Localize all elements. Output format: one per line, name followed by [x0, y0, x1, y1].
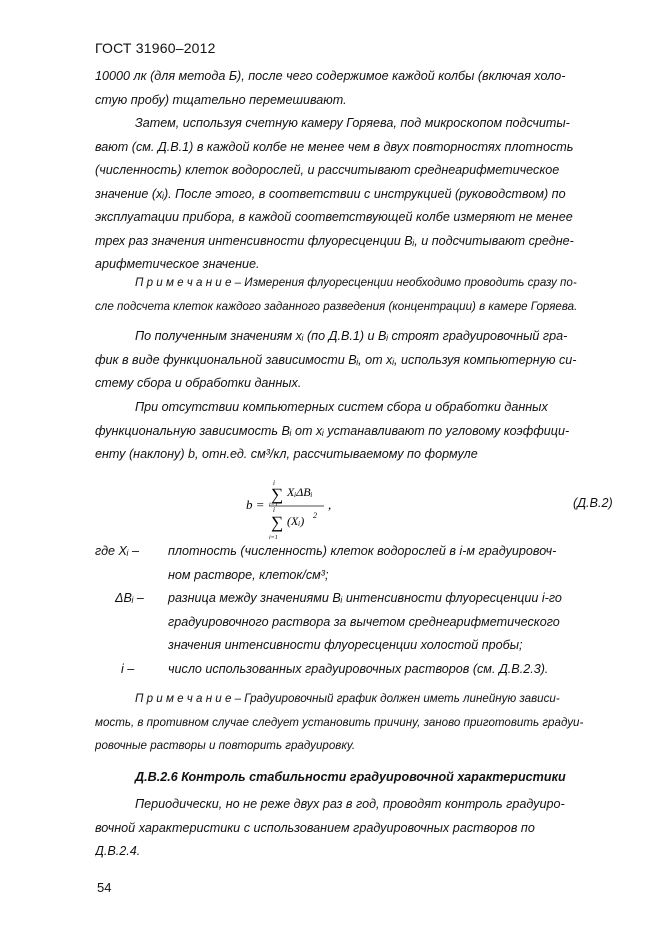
definition-line: значения интенсивности флуоресценции холостой пробы; [168, 638, 523, 652]
standard-header: ГОСТ 31960–2012 [95, 40, 216, 56]
formula-trailing-comma: , [328, 497, 332, 512]
definition-row [95, 611, 615, 635]
definitions-list [95, 540, 615, 681]
text-line: Д.В.2.4. [95, 844, 141, 858]
paragraph-1 [95, 65, 615, 112]
note-line: ровочные растворы и повторить градуировку. [95, 739, 356, 752]
text-line: Затем, используя счетную камеру Горяева, под микроскопом подсчиты- [135, 116, 570, 130]
definition-row [95, 540, 615, 564]
definition-term: где Xᵢ – [95, 544, 140, 558]
note-1 [95, 271, 615, 318]
definition-line: число использованных градуировочных растворов (см. Д.В.2.3). [168, 661, 549, 676]
paragraph-4 [95, 396, 615, 467]
text-line: Периодически, но не реже двух раз в год, проводят контроль градуиро- [135, 797, 565, 811]
definition-term: ΔBᵢ – [115, 591, 144, 605]
section-heading: Д.В.2.6 Контроль стабильности градуировочной характеристики [135, 770, 566, 784]
definition-row [95, 564, 615, 588]
note-line: сле подсчета клеток каждого заданного разведения (концентрации) в камере Горяева. [95, 299, 578, 313]
paragraph-5 [95, 793, 615, 864]
definition-term: i – [121, 661, 135, 676]
text-line: При отсутствии компьютерных систем сбора и обработки данных [135, 400, 548, 414]
note-line: мость, в противном случае следует установить причину, заново приготовить градуи- [95, 715, 584, 729]
formula-lhs: b = [246, 497, 265, 512]
denominator-power: 2 [313, 511, 317, 520]
definition-line: градуировочного раствора за вычетом среднеарифметического [168, 614, 560, 629]
numerator-sum-sign: ∑ [271, 485, 284, 504]
text-line: вают (см. Д.В.1) в каждой колбе не менее чем в двух повторностях плотность [95, 139, 574, 154]
note-line: П р и м е ч а н и е – Измерения флуоресценции необходимо проводить сразу по- [135, 276, 577, 289]
denominator-term: (Xᵢ) [287, 514, 305, 528]
text-line: значение (xᵢ). После этого, в соответствии с инструкцией (руководством) по [95, 186, 566, 201]
denominator-sum-lower: i=1 [269, 535, 278, 541]
numerator-sum-lower: i=1 [269, 502, 278, 508]
definition-line: разница между значениями Bᵢ интенсивности флуоресценции i-го [168, 591, 562, 605]
paragraph-2 [95, 112, 615, 277]
text-line: (численность) клеток водорослей, и рассчитывают среднеарифметическое [95, 163, 560, 177]
text-line: 10000 лк (для метода Б), после чего содержимое каждой колбы (включая холо- [95, 69, 566, 83]
definition-line: ном растворе, клеток/см³; [168, 567, 329, 582]
note-2 [95, 687, 615, 758]
numerator-sum-upper: i [273, 479, 275, 487]
text-line: трех раз значения интенсивности флуоресценции Bᵢ, и подсчитывают средне- [95, 233, 574, 248]
formula-number: (Д.В.2) [573, 496, 613, 510]
text-line: эксплуатации прибора, в каждой соответствующей колбе измеряют не менее [95, 210, 573, 224]
text-line: арифметическое значение. [95, 257, 260, 271]
slope-formula [246, 478, 376, 546]
denominator-sum-upper: i [273, 506, 275, 514]
text-line: По полученным значениям xᵢ (по Д.В.1) и Bᵢ строят градуировочный гра- [135, 329, 568, 343]
page-number: 54 [97, 880, 112, 895]
text-line: фик в виде функциональной зависимости Bᵢ, от xᵢ, используя компьютерную си- [95, 352, 577, 367]
definition-row [95, 658, 615, 682]
definition-row [95, 634, 615, 658]
text-line: вочной характеристики с использованием градуировочных растворов по [95, 820, 535, 835]
text-line: енту (наклону) b, отн.ед. см³/кл, рассчитываемому по формуле [95, 447, 478, 461]
definition-line: плотность (численность) клеток водорослей в i-м градуировоч- [168, 544, 557, 558]
text-line: стему сбора и обработки данных. [95, 376, 302, 390]
paragraph-3 [95, 325, 615, 396]
numerator-term: XᵢΔBᵢ [287, 485, 313, 499]
note-line: П р и м е ч а н и е – Градуировочный график должен иметь линейную зависи- [135, 692, 560, 705]
text-line: функциональную зависимость Bᵢ от xᵢ устанавливают по угловому коэффици- [95, 423, 570, 438]
denominator-sum-sign: ∑ [271, 513, 284, 532]
text-line: стую пробу) тщательно перемешивают. [95, 92, 347, 107]
definition-row [95, 587, 615, 611]
